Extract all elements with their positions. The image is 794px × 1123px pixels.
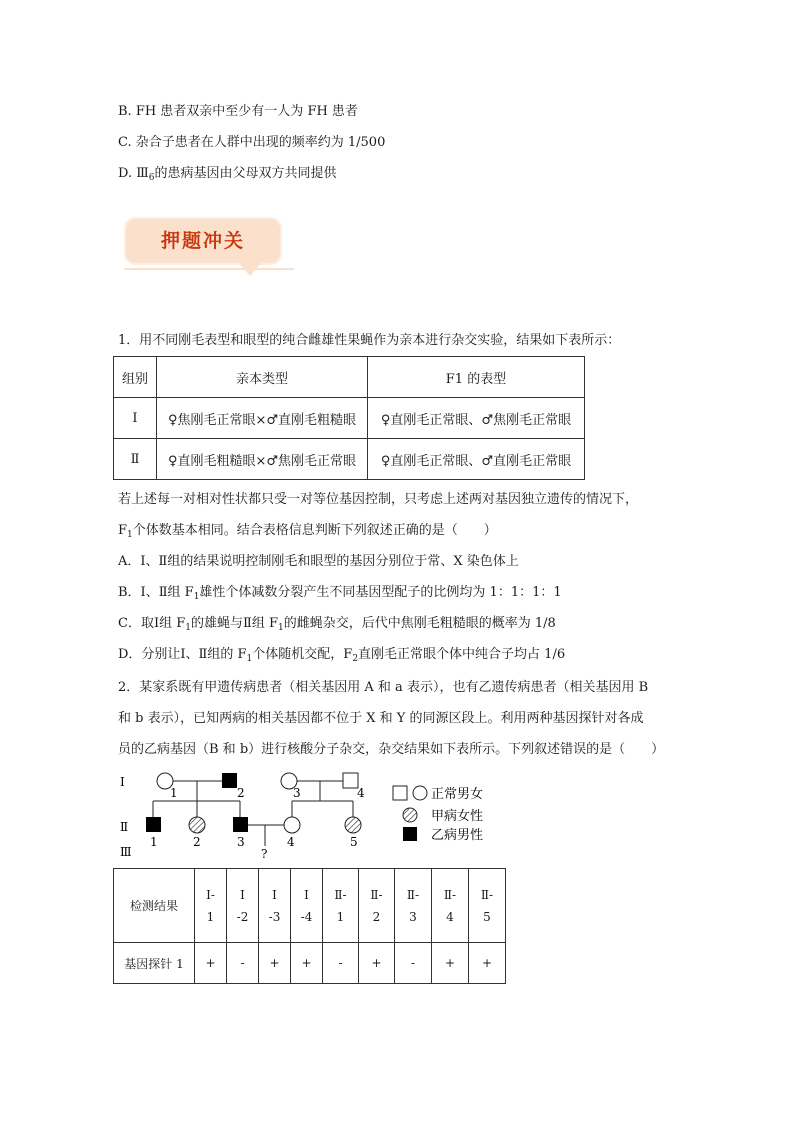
affected-b-male [233, 817, 248, 832]
q1-option-d: D．分别让Ⅰ、Ⅱ组的 $F_1$个体随机交配，$F_2$直刚毛正常眼个体中纯合子均占 1/6 [118, 647, 566, 664]
table-cell: + [359, 943, 395, 984]
banner-title: 押题冲关 [160, 230, 245, 252]
table-cell: - [323, 943, 359, 984]
node-label: 5 [350, 835, 358, 849]
gen-label-3: Ⅲ [120, 845, 132, 859]
header-member: Ⅱ- 3 [395, 869, 432, 943]
table-cell: + [195, 943, 227, 984]
node-label: 4 [357, 786, 365, 800]
affected-a-female [189, 817, 205, 833]
option-b: B. FH 患者双亲中至少有一人为 FH 患者 [118, 104, 358, 119]
table-cell: + [469, 943, 506, 984]
unknown-child: ? [261, 847, 268, 861]
table-cell: ♀直刚毛粗糙眼×♂焦刚毛正常眼 [157, 439, 368, 480]
q1-option-b: B．Ⅰ、Ⅱ组 $F_1$雄性个体减数分裂产生不同基因型配子的比例均为 1：1：1：1 [118, 585, 562, 602]
normal-female [284, 817, 300, 833]
table-cell: + [432, 943, 469, 984]
legend-b-label: 乙病男性 [431, 828, 484, 843]
table-row [114, 439, 585, 480]
legend-a-female [403, 808, 417, 822]
table-cell: ♀焦刚毛正常眼×♂直刚毛粗糙眼 [157, 398, 368, 439]
header-member: Ⅰ -3 [259, 869, 291, 943]
header-member: Ⅱ- 5 [469, 869, 506, 943]
affected-a-female [345, 817, 361, 833]
header-parent: 亲本类型 [157, 357, 368, 398]
node-label: 1 [170, 786, 178, 800]
table-cell: ♀直刚毛正常眼、♂焦刚毛正常眼 [368, 398, 585, 439]
section-banner [124, 217, 282, 265]
table-cell: + [291, 943, 323, 984]
legend-normal-label: 正常男女 [431, 787, 484, 802]
table-cell: ♀直刚毛正常眼、♂直刚毛正常眼 [368, 439, 585, 480]
legend-a-label: 甲病女性 [431, 809, 484, 824]
header-member: Ⅰ -2 [227, 869, 259, 943]
header-detect: 检测结果 [114, 869, 195, 943]
q2-line-3: 员的乙病基因（B 和 b）进行核酸分子杂交，杂交结果如下表所示。下列叙述错误的是（ ） [118, 742, 665, 757]
pedigree-diagram [110, 768, 510, 868]
table-cell: Ⅱ [114, 439, 157, 480]
table-header-row [114, 357, 585, 398]
option-d: D. $Ⅲ_6$的患病基因由父母双方共同提供 [118, 166, 337, 183]
option-c: C. 杂合子患者在人群中出现的频率约为 1/500 [118, 135, 386, 150]
affected-b-male [146, 817, 161, 832]
node-label: 4 [287, 835, 295, 849]
header-member: Ⅱ- 2 [359, 869, 395, 943]
node-label: 2 [237, 786, 245, 800]
header-member: Ⅱ- 4 [432, 869, 469, 943]
banner-underline [124, 268, 294, 270]
table-cell: - [395, 943, 432, 984]
node-label: 2 [193, 835, 201, 849]
q2-line-2: 和 b 表示），已知两病的相关基因都不位于 X 和 Y 的同源区段上。利用两种基因探针对各成 [118, 711, 644, 726]
gen-label-2: Ⅱ [120, 820, 129, 834]
table-row [114, 943, 506, 984]
node-label: 3 [293, 786, 301, 800]
header-group: 组别 [114, 357, 157, 398]
table-header-row [114, 869, 506, 943]
legend-b-male [403, 827, 417, 841]
header-member: Ⅱ- 1 [323, 869, 359, 943]
q2-table [113, 868, 506, 984]
q1-option-c: C．取Ⅰ组 $F_1$的雄蝇与Ⅱ组 $F_1$的雌蝇杂交，后代中焦刚毛粗糙眼的概率为 1/8 [118, 616, 556, 633]
table-cell: - [227, 943, 259, 984]
node-label: 3 [237, 835, 245, 849]
q1-stem: 1．用不同刚毛表型和眼型的纯合雌雄性果蝇作为亲本进行杂交实验，结果如下表所示： [118, 333, 621, 348]
legend-normal-female [413, 786, 427, 800]
q1-text-2: $F_1$个体数基本相同。结合表格信息判断下列叙述正确的是（ ） [118, 523, 497, 540]
header-member: Ⅰ -4 [291, 869, 323, 943]
node-label: 1 [150, 835, 158, 849]
q1-option-a: A．Ⅰ、Ⅱ组的结果说明控制刚毛和眼型的基因分别位于常、X 染色体上 [118, 554, 519, 569]
table-cell: Ⅰ [114, 398, 157, 439]
affected-b-male [222, 773, 237, 788]
gen-label-1: Ⅰ [120, 775, 125, 789]
header-member: Ⅰ- 1 [195, 869, 227, 943]
table-row [114, 398, 585, 439]
table-cell: + [259, 943, 291, 984]
q1-table [113, 356, 585, 480]
q2-line-1: 2．某家系既有甲遗传病患者（相关基因用 A 和 a 表示），也有乙遗传病患者（相关基因用 B [118, 680, 649, 695]
header-f1: F1 的表型 [368, 357, 585, 398]
row-label: 基因探针 1 [114, 943, 195, 984]
q1-text-1: 若上述每一对相对性状都只受一对等位基因控制，只考虑上述两对基因独立遗传的情况下， [118, 492, 639, 507]
normal-male [343, 773, 358, 788]
legend-normal-male [393, 786, 407, 800]
